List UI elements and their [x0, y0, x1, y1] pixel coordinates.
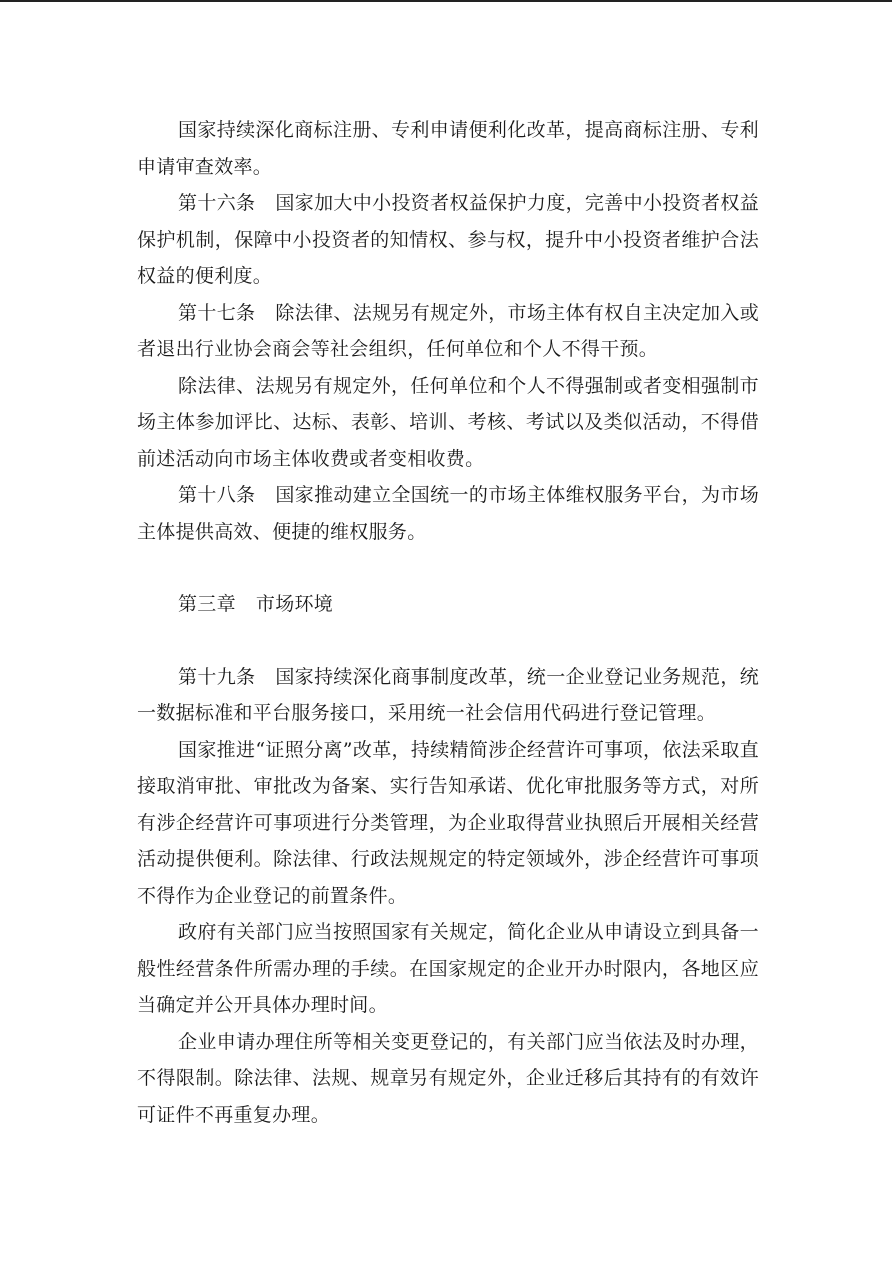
article-number: 第十八条: [178, 484, 256, 506]
chapter-title: 市场环境: [255, 593, 334, 615]
article-number: 第十六条: [178, 192, 256, 214]
paragraph-text: 国家加大中小投资者权益保护力度，完善中小投资者权益保护机制，保障中小投资者的知情权、参与权，提升中小投资者维护合法权益的便利度。: [137, 192, 759, 287]
paragraph: [137, 112, 759, 185]
chapter-number: 第三章: [178, 593, 236, 615]
paragraph-text: 企业申请办理住所等相关变更登记的，有关部门应当依法及时办理，不得限制。除法律、法规、规章另有规定外，企业迁移后其持有的有效许可证件不再重复办理。: [137, 1030, 759, 1126]
article-paragraph: [137, 477, 759, 550]
paragraph-text: 国家持续深化商事制度改革，统一企业登记业务规范，统一数据标准和平台服务接口，采用统一社会信用代码进行登记管理。: [137, 665, 759, 724]
paragraph: [137, 1024, 759, 1134]
paragraph-text: 国家推动建立全国统一的市场主体维权服务平台，为市场主体提供高效、便捷的维权服务。: [137, 484, 759, 543]
article-paragraph: [137, 659, 759, 732]
document-page: [137, 112, 759, 1133]
page-top-border: [0, 0, 892, 2]
paragraph: [137, 914, 759, 1024]
spacer: [137, 550, 759, 586]
article-number: 第十九条: [178, 665, 256, 688]
spacer: [137, 623, 759, 659]
chapter-heading: [137, 586, 759, 623]
article-paragraph: [137, 295, 759, 368]
paragraph-text: 政府有关部门应当按照国家有关规定，简化企业从申请设立到具备一般性经营条件所需办理的手续。在国家规定的企业开办时限内，各地区应当确定并公开具体办理时间。: [137, 921, 759, 1016]
paragraph-text: 国家推进“证照分离”改革，持续精简涉企经营许可事项，依法采取直接取消审批、审批改为备案、实行告知承诺、优化审批服务等方式，对所有涉企经营许可事项进行分类管理，为企业取得营业执照后开展相关经营活动提供便利。除法律、行政法规规定的特定领域外，涉企经营许可事项不得作为企业登记的前置条件。: [137, 738, 759, 907]
paragraph-text: 除法律、法规另有规定外，任何单位和个人不得强制或者变相强制市场主体参加评比、达标、表彰、培训、考核、考试以及类似活动，不得借前述活动向市场主体收费或者变相收费。: [137, 374, 759, 470]
paragraph-text: 国家持续深化商标注册、专利申请便利化改革，提高商标注册、专利申请审查效率。: [137, 119, 759, 178]
article-number: 第十七条: [178, 301, 256, 324]
paragraph-text: 除法律、法规另有规定外，市场主体有权自主决定加入或者退出行业协会商会等社会组织，任何单位和个人不得干预。: [137, 301, 759, 360]
paragraph: [137, 368, 759, 478]
article-paragraph: [137, 185, 759, 295]
paragraph: [137, 732, 759, 915]
